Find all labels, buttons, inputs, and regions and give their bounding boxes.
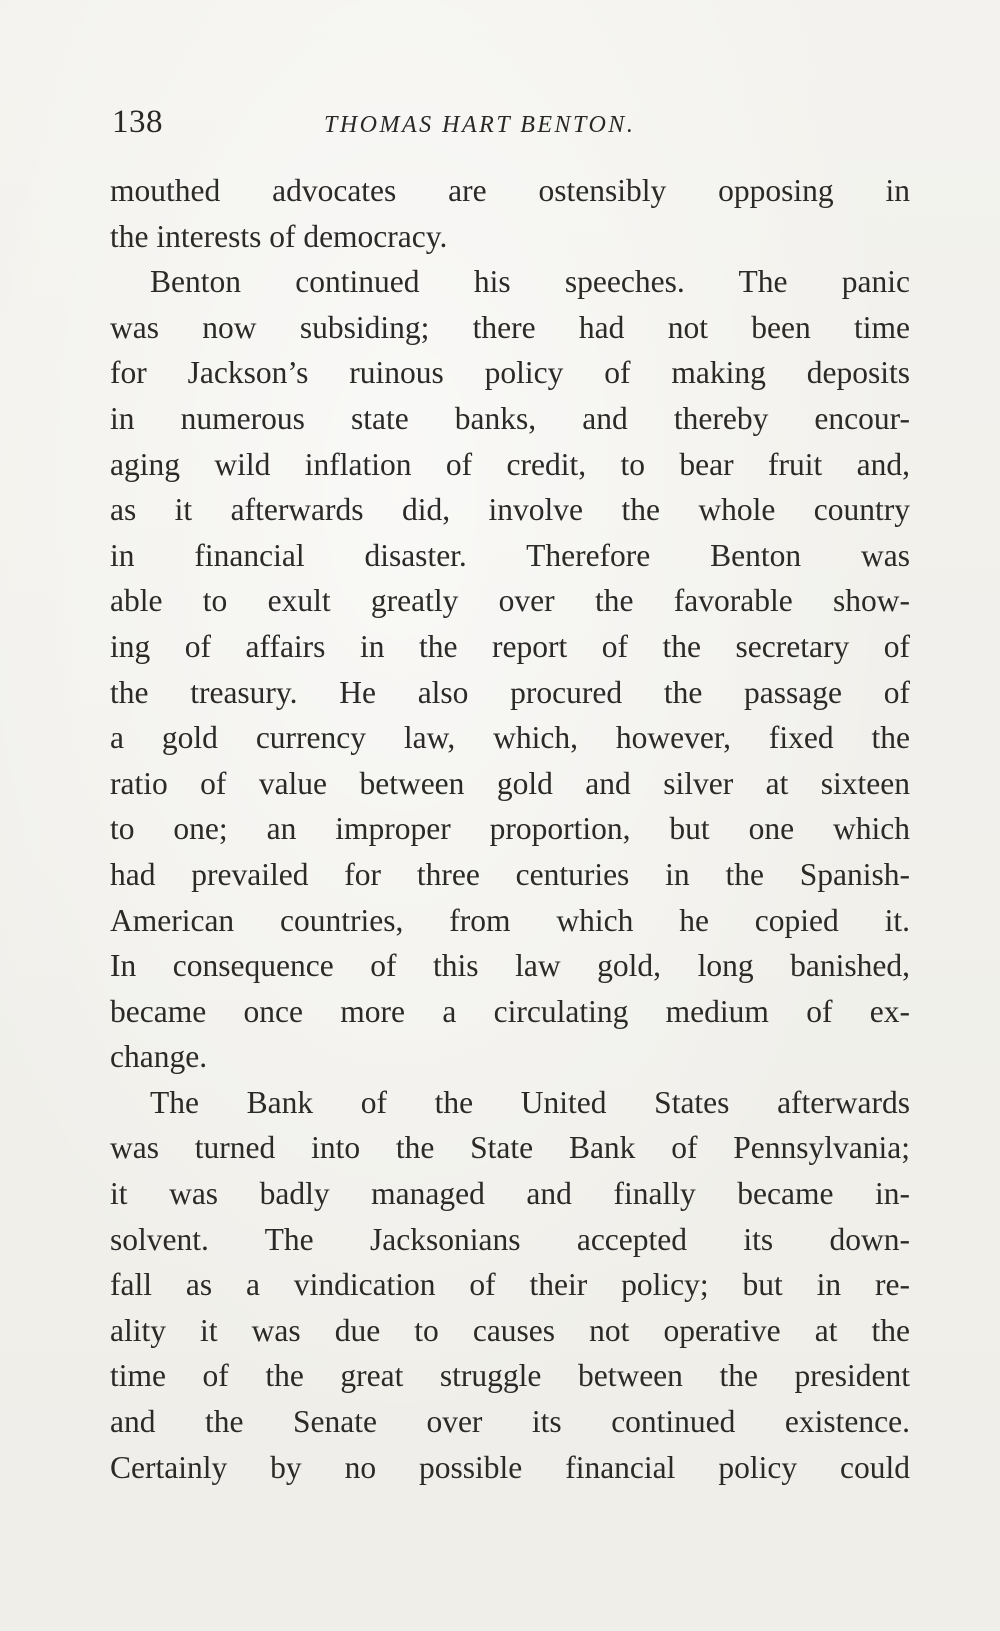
text-line: The Bank of the United States afterwards	[150, 1084, 910, 1120]
text-line: for Jackson’s ruinous policy of making deposits	[110, 355, 910, 391]
text-line: was now subsiding; there had not been time	[110, 309, 910, 345]
text-line: time of the great struggle between the president	[110, 1358, 910, 1394]
page-number: 138	[112, 104, 163, 140]
running-title: THOMAS HART BENTON.	[324, 112, 636, 138]
text-line: fall as a vindication of their policy; but in re-	[110, 1267, 910, 1303]
text-line: the treasury. He also procured the passage of	[110, 674, 910, 710]
text-line: ality it was due to causes not operative at the	[110, 1312, 910, 1348]
text-line: a gold currency law, which, however, fixed the	[110, 720, 910, 756]
text-line: in financial disaster. Therefore Benton was	[110, 537, 910, 573]
text-line: ing of affairs in the report of the secretary of	[110, 628, 910, 664]
text-line: the interests of democracy.	[110, 218, 448, 254]
text-line: it was badly managed and finally became in-	[110, 1176, 910, 1212]
text-line: In consequence of this law gold, long banished,	[110, 948, 910, 984]
text-line: had prevailed for three centuries in the Spanish-	[110, 856, 910, 892]
text-line: to one; an improper proportion, but one which	[110, 811, 910, 847]
text-line: able to exult greatly over the favorable show-	[110, 583, 910, 619]
text-line: Benton continued his speeches. The panic	[150, 264, 910, 300]
text-line: and the Senate over its continued existence.	[110, 1404, 910, 1440]
text-line: aging wild inflation of credit, to bear fruit and,	[110, 446, 910, 482]
body-text	[110, 168, 910, 1490]
text-line: as it afterwards did, involve the whole country	[110, 492, 910, 528]
text-line: ratio of value between gold and silver at sixteen	[110, 765, 910, 801]
text-line: change.	[110, 1039, 208, 1075]
text-line: became once more a circulating medium of ex-	[110, 993, 910, 1029]
text-line: solvent. The Jacksonians accepted its down-	[110, 1221, 910, 1257]
text-line: mouthed advocates are ostensibly opposing in	[110, 173, 910, 208]
text-line: Certainly by no possible financial policy could	[110, 1449, 910, 1485]
text-line: in numerous state banks, and thereby encour-	[110, 400, 910, 436]
text-line: was turned into the State Bank of Pennsylvania;	[110, 1130, 910, 1166]
page-header	[112, 104, 912, 148]
text-line: American countries, from which he copied it.	[110, 902, 910, 938]
